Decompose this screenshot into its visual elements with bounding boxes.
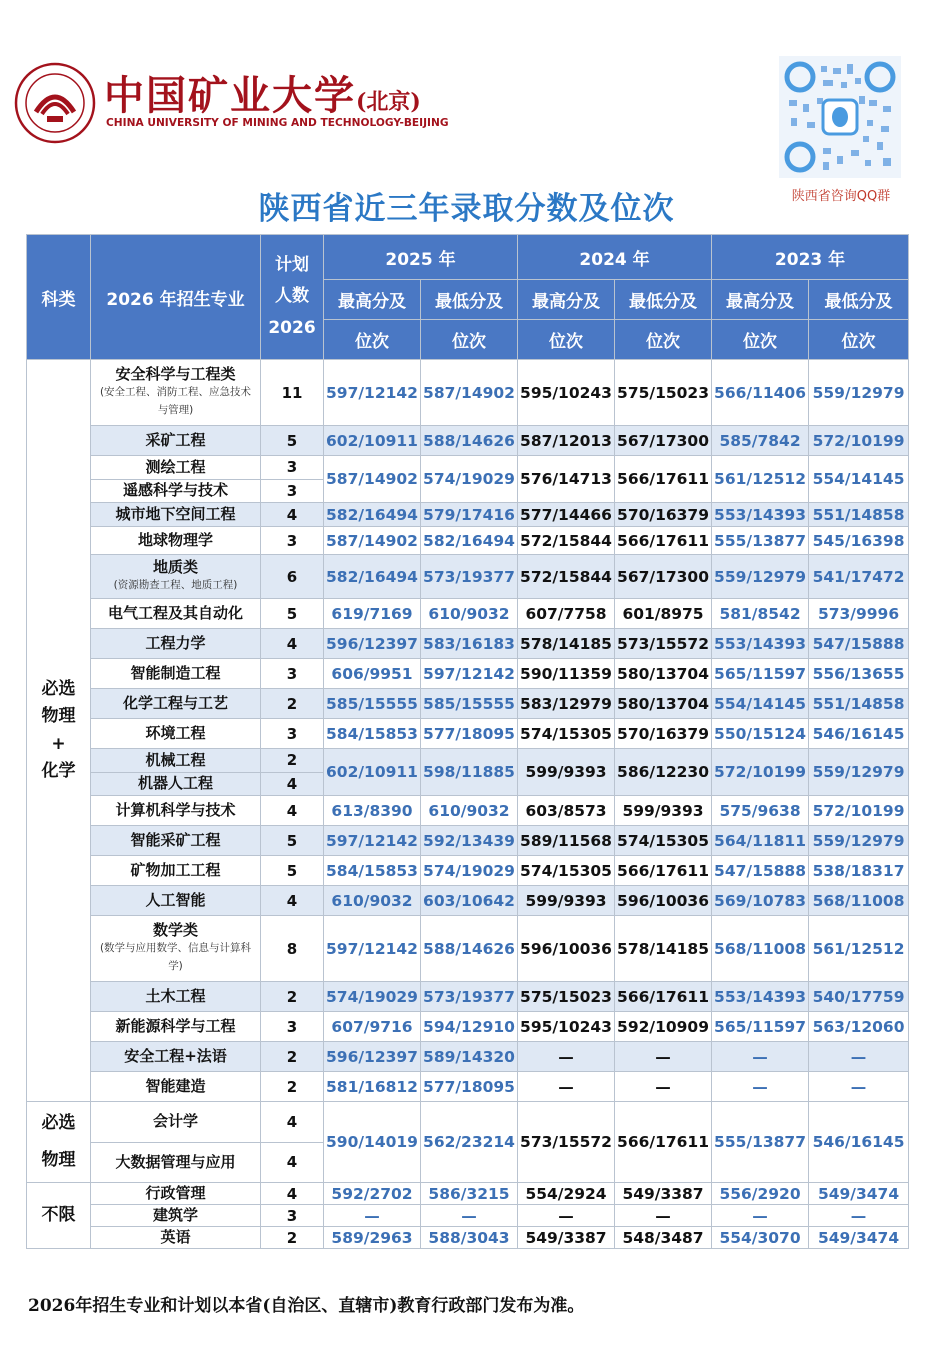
header-max: 最高分及	[712, 280, 809, 320]
header-min: 最低分及	[421, 280, 518, 320]
score-rank-cell: 572/10199	[809, 796, 909, 826]
header-min: 最低分及	[615, 280, 712, 320]
score-rank-cell: 586/3215	[421, 1183, 518, 1205]
plan-count: 3	[261, 527, 324, 555]
score-rank-cell: 549/3474	[809, 1183, 909, 1205]
score-rank-cell: 540/17759	[809, 982, 909, 1012]
score-rank-cell: 555/13877	[712, 1102, 809, 1183]
table-row	[27, 456, 909, 503]
header-max-rank: 位次	[518, 320, 615, 360]
score-rank-cell: 580/13704	[615, 689, 712, 719]
score-rank-cell: 551/14858	[809, 689, 909, 719]
table-row	[27, 629, 909, 659]
score-rank-cell: 619/7169	[324, 599, 421, 629]
table-row	[27, 1042, 909, 1072]
score-rank-cell: 572/10199	[809, 426, 909, 456]
score-rank-cell: 561/12512	[809, 916, 909, 982]
score-rank-cell: 562/23214	[421, 1102, 518, 1183]
table-row	[27, 555, 909, 599]
score-rank-cell: 563/12060	[809, 1012, 909, 1042]
category-physics: 必选 物理	[27, 1102, 91, 1183]
score-rank-cell: 545/16398	[809, 527, 909, 555]
score-rank-cell: 599/9393	[518, 886, 615, 916]
score-rank-cell: —	[809, 1072, 909, 1102]
score-rank-cell: 575/9638	[712, 796, 809, 826]
table-row	[27, 360, 909, 426]
logo-chinese-name: 中国矿业大学(北京)	[104, 72, 421, 119]
plan-count: 2 4	[261, 749, 324, 796]
score-rank-cell: 573/19377	[421, 555, 518, 599]
plan-count: 4	[261, 1183, 324, 1205]
header-min-rank: 位次	[615, 320, 712, 360]
header-max-rank: 位次	[324, 320, 421, 360]
score-rank-cell: 556/13655	[809, 659, 909, 689]
score-rank-cell: 565/11597	[712, 1012, 809, 1042]
table-row	[27, 1072, 909, 1102]
plan-count: 2	[261, 1227, 324, 1249]
table-row	[27, 527, 909, 555]
score-rank-cell: 598/11885	[421, 749, 518, 796]
score-rank-cell: 588/3043	[421, 1227, 518, 1249]
major-name: 采矿工程	[91, 426, 261, 456]
table-row	[27, 916, 909, 982]
score-rank-cell: —	[518, 1042, 615, 1072]
score-rank-cell: 601/8975	[615, 599, 712, 629]
score-rank-cell: 585/7842	[712, 426, 809, 456]
score-rank-cell: 549/3474	[809, 1227, 909, 1249]
score-rank-cell: —	[421, 1205, 518, 1227]
score-rank-cell: 574/15305	[518, 719, 615, 749]
score-rank-cell: 566/17611	[615, 456, 712, 503]
major-name: 智能采矿工程	[91, 826, 261, 856]
score-rank-cell: —	[712, 1072, 809, 1102]
plan-count: 4	[261, 796, 324, 826]
table-row	[27, 426, 909, 456]
plan-count: 11	[261, 360, 324, 426]
table-row	[27, 1205, 909, 1227]
table-row	[27, 659, 909, 689]
score-rank-cell: 547/15888	[712, 856, 809, 886]
major-name: 智能建造	[91, 1072, 261, 1102]
score-rank-cell: 586/12230	[615, 749, 712, 796]
score-rank-cell: —	[615, 1042, 712, 1072]
score-rank-cell: 599/9393	[615, 796, 712, 826]
score-rank-cell: 590/11359	[518, 659, 615, 689]
score-rank-cell: 587/14902	[324, 527, 421, 555]
score-rank-cell: 596/10036	[518, 916, 615, 982]
major-name: 建筑学	[91, 1205, 261, 1227]
score-rank-cell: 546/16145	[809, 719, 909, 749]
plan-count: 5	[261, 856, 324, 886]
score-rank-cell: 567/17300	[615, 555, 712, 599]
score-rank-cell: 574/19029	[421, 456, 518, 503]
score-rank-cell: 589/2963	[324, 1227, 421, 1249]
major-name: 工程力学	[91, 629, 261, 659]
qq-group-qr-code	[779, 56, 901, 178]
score-rank-cell: 577/14466	[518, 503, 615, 527]
table-row	[27, 749, 909, 796]
plan-count: 3 3	[261, 456, 324, 503]
score-rank-cell: 577/18095	[421, 1072, 518, 1102]
plan-count: 3	[261, 659, 324, 689]
score-rank-cell: —	[712, 1205, 809, 1227]
score-rank-cell: 585/15555	[324, 689, 421, 719]
table-row	[27, 1012, 909, 1042]
score-rank-cell: 553/14393	[712, 982, 809, 1012]
plan-count: 2	[261, 689, 324, 719]
header-year-2025: 2025 年	[324, 235, 518, 280]
header-plan: 计划 人数 2026	[261, 235, 324, 360]
score-rank-cell: 595/10243	[518, 360, 615, 426]
score-rank-cell: 584/15853	[324, 719, 421, 749]
score-rank-cell: 546/16145	[809, 1102, 909, 1183]
qr-code-label: 陕西省咨询QQ群	[791, 189, 891, 204]
score-rank-cell: 584/15853	[324, 856, 421, 886]
score-rank-cell: 559/12979	[809, 360, 909, 426]
score-rank-cell: 583/12979	[518, 689, 615, 719]
plan-count: 4	[261, 886, 324, 916]
table-row	[27, 982, 909, 1012]
score-rank-cell: 602/10911	[324, 749, 421, 796]
score-rank-cell: —	[324, 1205, 421, 1227]
score-rank-cell: 568/11008	[712, 916, 809, 982]
plan-count: 4	[261, 629, 324, 659]
score-rank-cell: 610/9032	[421, 796, 518, 826]
score-rank-cell: —	[615, 1205, 712, 1227]
score-rank-cell: 597/12142	[324, 826, 421, 856]
score-rank-cell: —	[809, 1042, 909, 1072]
table-row	[27, 689, 909, 719]
score-rank-cell: 576/14713	[518, 456, 615, 503]
header-year-2024: 2024 年	[518, 235, 712, 280]
header-category: 科类	[27, 235, 91, 360]
plan-count: 5	[261, 426, 324, 456]
score-rank-cell: —	[518, 1205, 615, 1227]
score-rank-cell: 566/17611	[615, 527, 712, 555]
score-rank-cell: 613/8390	[324, 796, 421, 826]
score-rank-cell: 572/15844	[518, 527, 615, 555]
plan-count: 4 4	[261, 1102, 324, 1183]
score-rank-cell: 578/14185	[615, 916, 712, 982]
score-rank-cell: 587/12013	[518, 426, 615, 456]
major-name: 安全科学与工程类 (安全工程、消防工程、应急技术与管理)	[91, 360, 261, 426]
score-rank-cell: 538/18317	[809, 856, 909, 886]
score-rank-cell: 592/10909	[615, 1012, 712, 1042]
score-rank-cell: 570/16379	[615, 719, 712, 749]
score-rank-cell: 596/12397	[324, 629, 421, 659]
header-major: 2026 年招生专业	[91, 235, 261, 360]
score-rank-cell: 573/15572	[518, 1102, 615, 1183]
score-rank-cell: 575/15023	[518, 982, 615, 1012]
major-name: 地球物理学	[91, 527, 261, 555]
score-rank-cell: 594/12910	[421, 1012, 518, 1042]
score-rank-cell: 568/11008	[809, 886, 909, 916]
score-rank-cell: 567/17300	[615, 426, 712, 456]
major-name: 英语	[91, 1227, 261, 1249]
score-rank-cell: 590/14019	[324, 1102, 421, 1183]
score-rank-cell: 581/16812	[324, 1072, 421, 1102]
score-rank-cell: 570/16379	[615, 503, 712, 527]
table-row	[27, 1102, 909, 1183]
table-row	[27, 856, 909, 886]
score-rank-cell: 610/9032	[324, 886, 421, 916]
header-max: 最高分及	[518, 280, 615, 320]
table-row	[27, 826, 909, 856]
score-rank-cell: 585/15555	[421, 689, 518, 719]
score-rank-cell: 588/14626	[421, 916, 518, 982]
major-name: 行政管理	[91, 1183, 261, 1205]
score-rank-cell: 587/14902	[324, 456, 421, 503]
score-rank-cell: 569/10783	[712, 886, 809, 916]
header-min-rank: 位次	[421, 320, 518, 360]
score-rank-cell: 547/15888	[809, 629, 909, 659]
score-rank-cell: 566/17611	[615, 982, 712, 1012]
score-rank-cell: 559/12979	[809, 749, 909, 796]
table-row	[27, 1227, 909, 1249]
score-rank-cell: 595/10243	[518, 1012, 615, 1042]
score-rank-cell: 603/8573	[518, 796, 615, 826]
score-rank-cell: 579/17416	[421, 503, 518, 527]
score-rank-cell: —	[712, 1042, 809, 1072]
score-rank-cell: 549/3387	[615, 1183, 712, 1205]
plan-count: 4	[261, 503, 324, 527]
score-rank-cell: 564/11811	[712, 826, 809, 856]
major-name: 智能制造工程	[91, 659, 261, 689]
score-rank-cell: 596/10036	[615, 886, 712, 916]
score-rank-cell: 607/7758	[518, 599, 615, 629]
plan-count: 6	[261, 555, 324, 599]
score-rank-cell: 572/15844	[518, 555, 615, 599]
header-min-rank: 位次	[809, 320, 909, 360]
score-rank-cell: 573/15572	[615, 629, 712, 659]
major-name: 测绘工程 遥感科学与技术	[91, 456, 261, 503]
footnote: 2026年招生专业和计划以本省(自治区、直辖市)教育行政部门发布为准。	[28, 1296, 585, 1316]
plan-count: 5	[261, 826, 324, 856]
score-rank-cell: 582/16494	[421, 527, 518, 555]
score-rank-cell: 578/14185	[518, 629, 615, 659]
table-row	[27, 503, 909, 527]
score-rank-cell: 574/19029	[324, 982, 421, 1012]
category-unrestricted: 不限	[27, 1183, 91, 1249]
score-rank-cell: 589/14320	[421, 1042, 518, 1072]
score-rank-cell: 603/10642	[421, 886, 518, 916]
score-rank-cell: 561/12512	[712, 456, 809, 503]
major-name: 土木工程	[91, 982, 261, 1012]
category-physics-chemistry: 必选 物理 + 化学	[27, 360, 91, 1102]
score-rank-cell: 589/11568	[518, 826, 615, 856]
score-rank-cell: 597/12142	[324, 916, 421, 982]
score-rank-cell: 602/10911	[324, 426, 421, 456]
major-name: 环境工程	[91, 719, 261, 749]
table-row	[27, 599, 909, 629]
score-rank-cell: 566/17611	[615, 856, 712, 886]
table-row	[27, 1183, 909, 1205]
score-rank-cell: 577/18095	[421, 719, 518, 749]
score-rank-cell: 565/11597	[712, 659, 809, 689]
score-rank-cell: 566/11406	[712, 360, 809, 426]
page-title: 陕西省近三年录取分数及位次	[258, 191, 675, 227]
major-name: 电气工程及其自动化	[91, 599, 261, 629]
major-name: 计算机科学与技术	[91, 796, 261, 826]
major-name: 安全工程+法语	[91, 1042, 261, 1072]
score-rank-cell: 587/14902	[421, 360, 518, 426]
score-rank-cell: 553/14393	[712, 503, 809, 527]
major-name: 城市地下空间工程	[91, 503, 261, 527]
score-rank-cell: 592/2702	[324, 1183, 421, 1205]
major-name: 人工智能	[91, 886, 261, 916]
score-rank-cell: —	[809, 1205, 909, 1227]
score-rank-cell: —	[518, 1072, 615, 1102]
score-rank-cell: 606/9951	[324, 659, 421, 689]
plan-count: 8	[261, 916, 324, 982]
major-name: 地质类 (资源勘查工程、地质工程)	[91, 555, 261, 599]
score-rank-cell: 551/14858	[809, 503, 909, 527]
score-rank-cell: 559/12979	[712, 555, 809, 599]
major-name: 化学工程与工艺	[91, 689, 261, 719]
score-rank-cell: 575/15023	[615, 360, 712, 426]
score-rank-cell: 582/16494	[324, 555, 421, 599]
header-min: 最低分及	[809, 280, 909, 320]
score-rank-cell: 599/9393	[518, 749, 615, 796]
score-rank-cell: 554/14145	[712, 689, 809, 719]
plan-count: 3	[261, 719, 324, 749]
score-rank-cell: 581/8542	[712, 599, 809, 629]
logo-english-name: CHINA UNIVERSITY OF MINING AND TECHNOLOGY-BEIJING	[106, 117, 449, 129]
score-rank-cell: 559/12979	[809, 826, 909, 856]
score-rank-cell: 555/13877	[712, 527, 809, 555]
plan-count: 3	[261, 1012, 324, 1042]
score-rank-cell: 607/9716	[324, 1012, 421, 1042]
table-row	[27, 796, 909, 826]
header-year-2023: 2023 年	[712, 235, 909, 280]
score-rank-cell: 580/13704	[615, 659, 712, 689]
header-max-rank: 位次	[712, 320, 809, 360]
score-rank-cell: 583/16183	[421, 629, 518, 659]
score-rank-cell: 597/12142	[421, 659, 518, 689]
score-rank-cell: 556/2920	[712, 1183, 809, 1205]
score-rank-cell: 573/9996	[809, 599, 909, 629]
table-row	[27, 719, 909, 749]
score-rank-cell: 596/12397	[324, 1042, 421, 1072]
score-rank-cell: 573/19377	[421, 982, 518, 1012]
plan-count: 2	[261, 982, 324, 1012]
plan-count: 2	[261, 1072, 324, 1102]
score-rank-cell: 574/19029	[421, 856, 518, 886]
score-rank-cell: 574/15305	[518, 856, 615, 886]
score-rank-cell: 592/13439	[421, 826, 518, 856]
score-rank-cell: 550/15124	[712, 719, 809, 749]
score-rank-cell: 554/14145	[809, 456, 909, 503]
score-rank-cell: 554/3070	[712, 1227, 809, 1249]
score-rank-cell: —	[615, 1072, 712, 1102]
header-max: 最高分及	[324, 280, 421, 320]
score-rank-cell: 566/17611	[615, 1102, 712, 1183]
major-name: 矿物加工工程	[91, 856, 261, 886]
table-row	[27, 886, 909, 916]
score-rank-cell: 610/9032	[421, 599, 518, 629]
major-name: 新能源科学与工程	[91, 1012, 261, 1042]
plan-count: 2	[261, 1042, 324, 1072]
plan-count: 5	[261, 599, 324, 629]
plan-count: 3	[261, 1205, 324, 1227]
score-rank-cell: 541/17472	[809, 555, 909, 599]
score-rank-cell: 582/16494	[324, 503, 421, 527]
score-rank-cell: 554/2924	[518, 1183, 615, 1205]
score-rank-cell: 597/12142	[324, 360, 421, 426]
score-rank-cell: 574/15305	[615, 826, 712, 856]
major-name: 会计学 大数据管理与应用	[91, 1102, 261, 1183]
score-rank-cell: 572/10199	[712, 749, 809, 796]
score-rank-cell: 548/3487	[615, 1227, 712, 1249]
university-seal-logo	[14, 62, 96, 144]
score-rank-cell: 549/3387	[518, 1227, 615, 1249]
major-name: 机械工程 机器人工程	[91, 749, 261, 796]
score-rank-cell: 588/14626	[421, 426, 518, 456]
major-name: 数学类 (数学与应用数学、信息与计算科学)	[91, 916, 261, 982]
admission-scores-table	[26, 234, 909, 1249]
score-rank-cell: 553/14393	[712, 629, 809, 659]
